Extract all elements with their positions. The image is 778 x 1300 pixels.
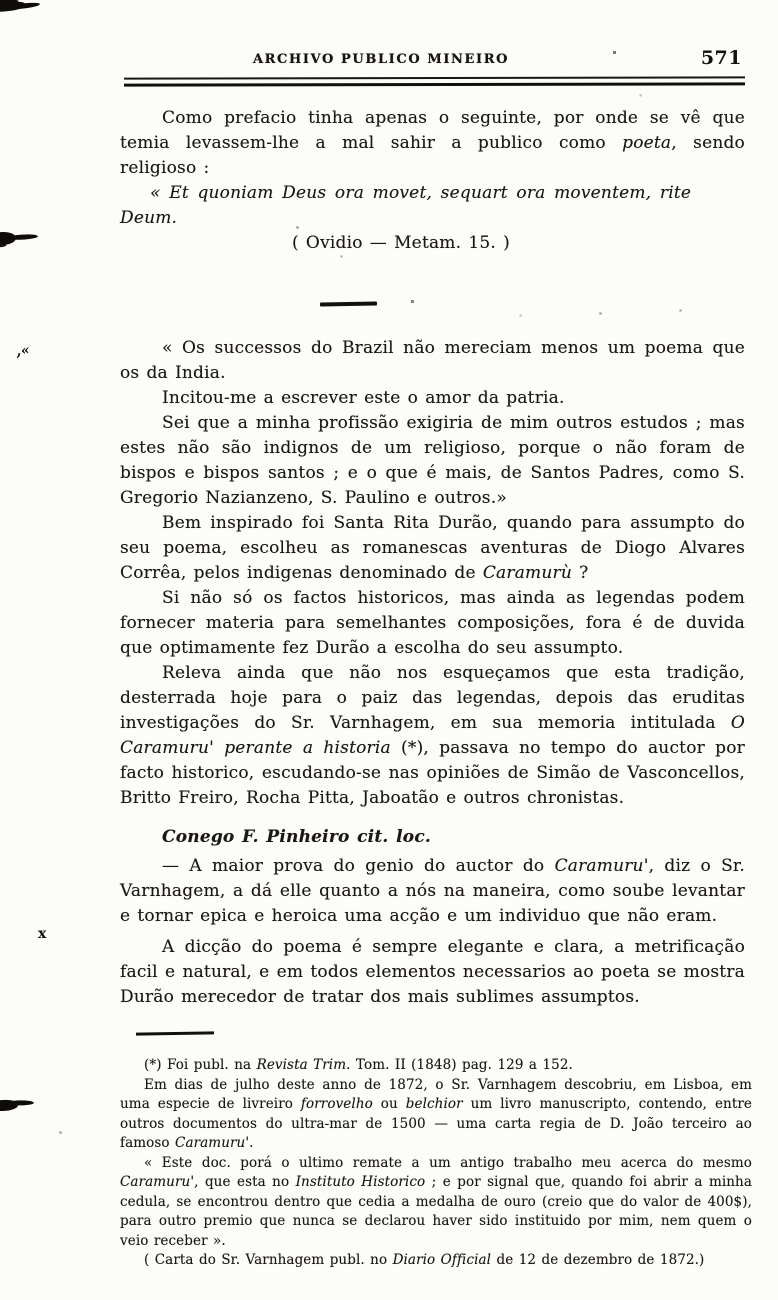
text-segment: ou [372,1096,406,1112]
italic-text-segment: Diario Official [392,1252,492,1268]
text-segment: Releva ainda que não nos esqueçamos que esta tradição, desterrada hoje para o paiz das legendas, depois das eruditas investigações do Sr. Varnhagem, em sua memoria intitulada [120,663,745,733]
text-segment: ( Carta do Sr. Varnhagem publ. no [144,1252,393,1268]
text-segment: — A maior prova do genio do auctor do [162,856,555,876]
text-segment: Em dias de julho deste anno de 1872, o Sr. Varnhagem descobriu, em Lisboa, em uma especie de livreiro [120,1076,752,1112]
text-segment: « Este doc. porá o ultimo remate a um antigo trabalho meu acerca do mesmo [144,1154,752,1171]
italic-text-segment: « Et quoniam Deus ora movet, sequart ora moventem, rite Deum. [120,183,692,228]
ink-smudge-top-left [0,0,26,13]
footnote-rule [136,1031,214,1035]
paragraph [120,386,745,411]
footnote [120,1076,752,1154]
text-segment: , sendo religioso : [120,133,745,178]
section-divider [320,302,377,307]
paragraph [120,586,745,661]
italic-text-segment: Revista Trim. [256,1057,351,1073]
paragraph [120,825,745,850]
handwritten-x-mark: x [38,926,47,942]
text-segment: « Os successos do Brazil não mereciam menos um poema que os da India. [120,338,745,383]
text-segment: ( Ovidio — Metam. 15. ) [292,233,510,253]
italic-text-segment: Caramuru' [554,856,649,876]
text-segment: Tom. II (1848) pag. 129 a 152. [350,1057,573,1073]
italic-text-segment: Caramuru' [175,1135,250,1151]
italic-text-segment: Instituto Historico [295,1174,426,1190]
running-title: ARCHIVO PUBLICO MINEIRO [252,52,510,67]
text-segment: A dicção do poema é sempre elegante e clara, a metrificação facil e natural, e em todos elementos necessarios ao poeta se mostra Durão merecedor de tratar dos mais sublimes assumptos. [120,937,745,1007]
paragraph [120,231,745,256]
footnote [120,1154,752,1252]
italic-text-segment: poeta [622,133,672,153]
paragraph [120,106,745,181]
footnote [120,1056,752,1076]
text-segment: de 12 de dezembro de 1872.) [491,1252,705,1268]
italic-text-segment: forrovelho [300,1096,373,1112]
text-segment: Bem inspirado foi Santa Rita Durão, quando para assumpto do seu poema, escolheu as romanescas aventuras de Diogo Alvares Corrêa, pelos indigenas denominado de [120,513,745,583]
ink-smudge-left [0,231,16,246]
ink-smudge-bottom-left [0,1099,18,1113]
paragraph [120,411,745,511]
text-segment: um livro manuscripto, contendo, entre outros documentos do ultra-mar de 1500 — uma carta regia de D. João terceiro ao famoso [120,1096,753,1151]
main-text-block [120,106,745,1010]
paragraph [120,336,745,386]
header-rule [124,76,745,86]
scan-noise [0,0,1,1]
italic-text-segment: Caramuru' [120,1174,195,1190]
paragraph [120,181,745,231]
italic-text-segment: belchior [405,1096,463,1112]
italic-text-segment: O Caramuru' perante a historia [120,713,745,758]
text-segment: (*), passava no tempo do auctor por facto historico, escudando-se nas opiniões de Simão de Vasconcellos, Britto Freiro, Rocha Pitta, Jaboatão e outros chronistas. [120,738,745,808]
text-segment: ? [572,563,589,583]
text-segment: Si não só os factos historicos, mas ainda as legendas podem fornecer materia para semelhantes composições, fora é de duvida que optimamente fez Durão a escolha do seu assumpto. [120,588,745,658]
text-segment: Incitou-me a escrever este o amor da patria. [162,388,565,408]
text-segment: , diz o Sr. Varnhagem, a dá elle quanto a nós na maneira, como soube levantar e tornar epica e heroica uma acção e um individuo que não eram. [120,856,745,926]
page-number: 571 [700,47,742,69]
text-segment: , que esta no [194,1174,296,1190]
paragraph [120,854,745,929]
paragraph [120,661,745,811]
paragraph [120,511,745,586]
footnotes-block [120,1056,752,1271]
paragraph [120,935,745,1010]
ink-speck-left: ,« [14,342,31,360]
text-segment: (*) Foi publ. na [144,1057,257,1073]
italic-text-segment: Caramurù [482,563,572,583]
footnote [120,1251,752,1271]
text-segment: . [249,1135,254,1151]
text-segment: Como prefacio tinha apenas o seguinte, por onde se vê que temia levassem-lhe a mal sahir a publico como [120,108,745,153]
text-segment: ; e por signal que, quando foi abrir a minha cedula, se encontrou dentro que cedia a medalha de ouro (creio que do valor de 400$), para outro premio que nunca se declarou haver sido instituido por mim, nem quem o veio receber ». [120,1174,752,1249]
text-segment: Sei que a minha profissão exigiria de mim outros estudos ; mas estes não são indignos de um religioso, porque o não foram de bispos e bispos santos ; e o que é mais, de Santos Padres, como S. Gregorio Nazianzeno, S. Paulino e outros.» [120,413,745,508]
italic-text-segment: Conego F. Pinheiro cit. loc. [162,827,431,847]
